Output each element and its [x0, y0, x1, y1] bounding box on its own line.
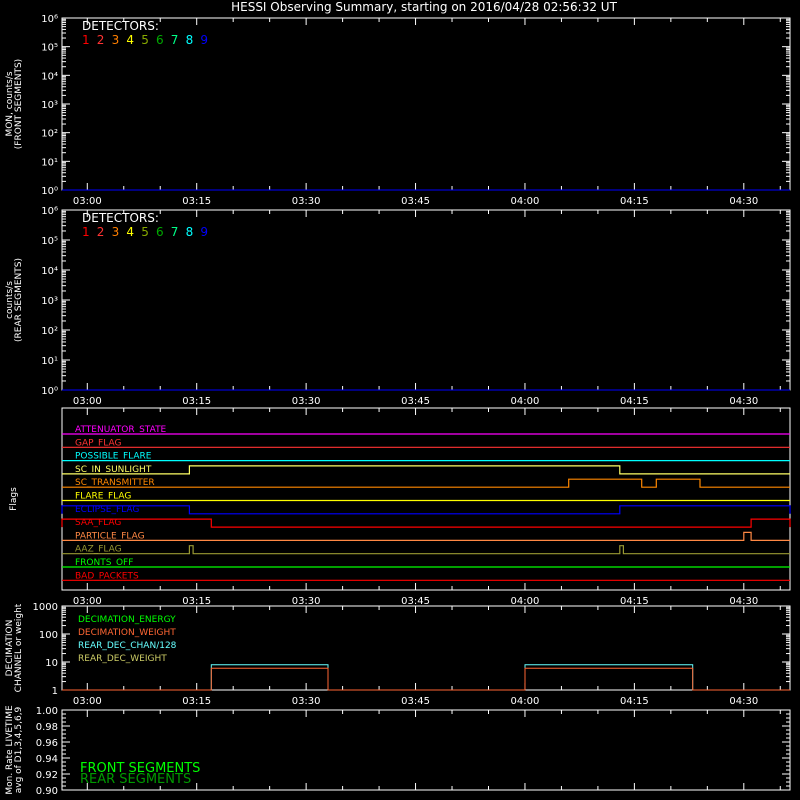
livetime-y-axis-label: Mon. Rate LIVETIME [5, 705, 15, 795]
flag-label-bad_packets: BAD_PACKETS [75, 571, 139, 582]
front-x-tick-label: 03:30 [291, 196, 321, 207]
front-x-tick-label: 04:15 [619, 196, 649, 207]
decimation-series-line [62, 668, 790, 690]
front-detector-2: 2 [96, 33, 105, 47]
rear-y-tick-label: 10⁶ [41, 206, 58, 217]
front-y-tick-label: 10⁵ [41, 42, 58, 54]
rear-y-tick-label: 10⁰ [41, 386, 58, 397]
flags-x-tick-label: 04:15 [619, 596, 649, 607]
front-detector-5: 5 [141, 33, 149, 47]
flag-label-saa_flag: SAA_FLAG [75, 518, 122, 529]
flag-line-particle_flag [62, 532, 790, 540]
rear-x-tick-label: 03:30 [291, 396, 321, 407]
plot-title: HESSI Observing Summary, starting on 2016/04/28 02:56:32 UT [231, 0, 617, 14]
livetime-y-tick-label: 1.00 [35, 706, 58, 717]
flag-line-sc_transmitter [62, 479, 790, 487]
front-x-tick-label: 03:15 [182, 196, 212, 207]
front-y-axis-label: MON, counts/s [5, 71, 15, 137]
rear-detector-8: 8 [185, 225, 194, 239]
rear-detector-6: 6 [156, 225, 164, 239]
livetime-y-tick-label: 0.98 [35, 722, 58, 733]
livetime-y-tick-label: 0.94 [35, 754, 58, 765]
livetime-y-tick-label: 0.96 [35, 738, 58, 749]
livetime-y-tick-label: 0.92 [35, 770, 58, 781]
rear-y-tick-label: 10⁵ [41, 236, 58, 247]
rear-x-tick-label: 03:45 [401, 396, 430, 407]
front-y-tick-label: 10³ [41, 100, 58, 111]
rear-y-axis-label: counts/s [5, 281, 15, 319]
rear-detector-5: 5 [141, 225, 149, 239]
front-x-tick-label: 04:30 [729, 196, 759, 207]
decimation-legend-item: REAR_DEC_CHAN/128 [78, 641, 177, 651]
front-y-tick-label: 10¹ [41, 157, 58, 169]
decimation-y-tick-label: 10 [45, 658, 58, 669]
flags-x-tick-label: 04:00 [510, 596, 540, 607]
front-detectors-title: DETECTORS: [82, 19, 159, 33]
rear-y-tick-label: 10³ [41, 296, 58, 307]
front-detector-4: 4 [126, 33, 135, 47]
front-detector-7: 7 [170, 33, 179, 47]
decimation-x-tick-label: 04:15 [619, 696, 649, 707]
flag-label-aaz_flag: AAZ_FLAG [75, 544, 122, 555]
front-y-tick-label: 10⁶ [41, 14, 58, 25]
flags-frame [62, 408, 790, 590]
flags-x-tick-label: 03:30 [291, 596, 321, 607]
flag-label-sc_transmitter: SC_TRANSMITTER [75, 478, 155, 489]
front-y-tick-label: 10⁴ [41, 71, 58, 83]
front-detector-6: 6 [156, 33, 164, 47]
front-x-tick-label: 04:00 [510, 196, 540, 207]
flag-label-gap_flag: GAP_FLAG [75, 438, 122, 449]
flag-label-particle_flag: PARTICLE_FLAG [75, 531, 145, 542]
front-detector-1: 1 [82, 33, 90, 47]
rear-detector-9: 9 [200, 225, 209, 239]
flag-label-possible_flare: POSSIBLE_FLARE [75, 451, 152, 462]
flag-label-eclipse_flag: ECLIPSE_FLAG [75, 504, 140, 515]
flag-line-saa_flag [62, 519, 790, 527]
front-x-tick-label: 03:00 [72, 196, 102, 207]
decimation-x-tick-label: 03:15 [182, 696, 212, 707]
flag-label-flare_flag: FLARE_FLAG [75, 491, 132, 502]
decimation-x-tick-label: 03:45 [401, 696, 430, 707]
rear-x-tick-label: 03:15 [182, 396, 212, 407]
rear-y-tick-label: 10⁴ [41, 266, 58, 277]
rear-y-tick-label: 10¹ [41, 356, 58, 367]
rear-x-tick-label: 03:00 [72, 396, 102, 407]
rear-detector-2: 2 [96, 225, 105, 239]
decimation-y-tick-label: 1000 [32, 602, 58, 613]
front-detector-9: 9 [200, 33, 209, 47]
rear-detector-7: 7 [170, 225, 179, 239]
decimation-x-tick-label: 04:00 [510, 696, 540, 707]
rear-detector-4: 4 [126, 225, 135, 239]
rear-x-tick-label: 04:30 [729, 396, 759, 407]
rear-detectors-title: DETECTORS: [82, 211, 159, 225]
flag-label-attenuator_state: ATTENUATOR_STATE [75, 425, 167, 435]
rear-detector-1: 1 [82, 225, 90, 239]
front-y-tick-label: 10⁰ [41, 186, 58, 197]
flags-x-tick-label: 04:30 [729, 596, 759, 607]
front-y-axis-label: (FRONT SEGMENTS) [14, 58, 24, 150]
rear-x-tick-label: 04:00 [510, 396, 540, 407]
decimation-y-axis-label: CHANNEL or weight [14, 603, 24, 693]
decimation-x-tick-label: 04:30 [729, 696, 759, 707]
flags-x-tick-label: 03:45 [401, 596, 430, 607]
flags-x-tick-label: 03:15 [182, 596, 212, 607]
flag-line-aaz_flag [62, 546, 790, 554]
front-x-tick-label: 03:45 [401, 196, 430, 207]
flag-label-sc_in_sunlight: SC_IN_SUNLIGHT [75, 464, 152, 475]
livetime-legend-item: FRONT SEGMENTS [80, 761, 201, 776]
flag-line-eclipse_flag [62, 506, 790, 514]
decimation-y-tick-label: 100 [38, 630, 58, 641]
decimation-x-tick-label: 03:00 [72, 696, 102, 707]
flag-line-sc_in_sunlight [62, 466, 790, 474]
decimation-y-axis-label: DECIMATION [5, 619, 15, 677]
decimation-legend-item: DECIMATION_WEIGHT [78, 628, 176, 638]
decimation-x-tick-label: 03:30 [291, 696, 321, 707]
flag-label-fronts_off: FRONTS_OFF [75, 558, 134, 568]
decimation-y-tick-label: 1 [51, 686, 58, 697]
decimation-legend-item: DECIMATION_ENERGY [78, 615, 176, 625]
flags-y-axis-label: Flags [9, 487, 19, 511]
decimation-legend-item: REAR_DEC_WEIGHT [78, 654, 167, 664]
livetime-y-axis-label: avg of D1,3,4,5,6,9 [14, 706, 24, 794]
livetime-legend-item: REAR SEGMENTS [80, 772, 192, 787]
rear-y-axis-label: (REAR SEGMENTS) [14, 257, 24, 343]
rear-detector-3: 3 [111, 225, 120, 239]
front-detector-3: 3 [111, 33, 120, 47]
front-y-tick-label: 10² [41, 128, 58, 140]
rear-x-tick-label: 04:15 [619, 396, 649, 407]
livetime-y-tick-label: 0.90 [35, 786, 58, 797]
front-detector-8: 8 [185, 33, 194, 47]
rear-y-tick-label: 10² [41, 326, 58, 337]
flags-x-tick-label: 03:00 [72, 596, 102, 607]
